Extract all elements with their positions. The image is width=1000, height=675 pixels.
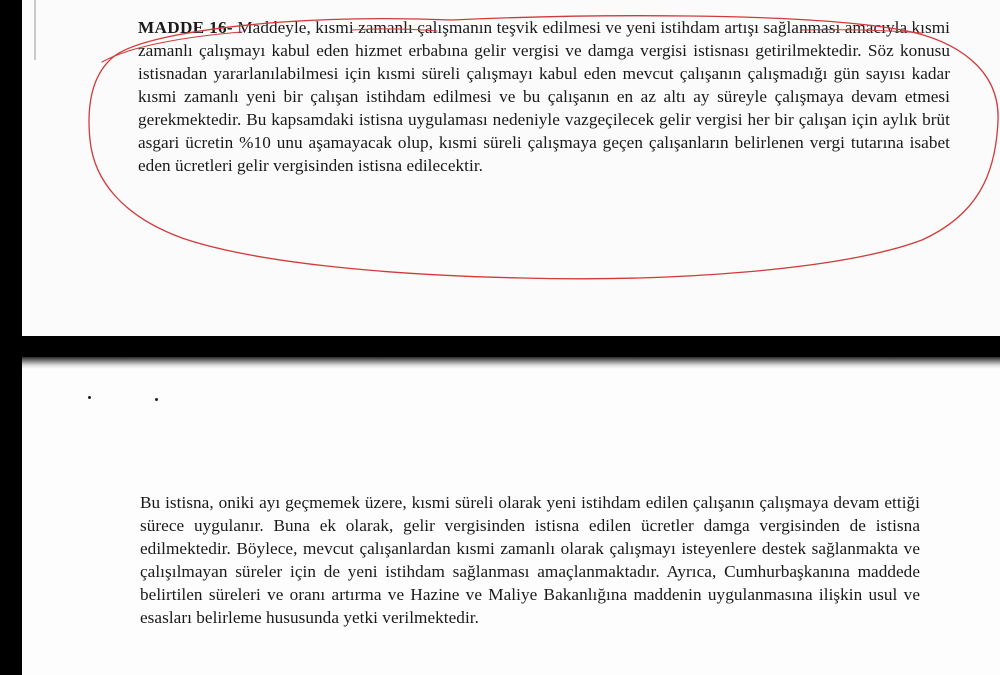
article-heading: MADDE 16- bbox=[138, 18, 233, 37]
scan-speck bbox=[155, 398, 158, 401]
page-fold-shadow bbox=[22, 357, 1000, 369]
continuation-text bbox=[140, 491, 920, 629]
article-paragraph bbox=[138, 16, 950, 177]
document-page-top bbox=[22, 0, 1000, 336]
article-16-text bbox=[138, 16, 950, 177]
document-page-bottom bbox=[22, 357, 1000, 675]
page-edge-mark bbox=[34, 0, 36, 60]
article-body: Maddeyle, kısmi zamanlı çalışmanın teşvik edilmesi ve yeni istihdam artışı sağlanması amacıyla kısmi zamanlı çalışmayı kabul eden hizmet erbabına gelir vergisi ve damga vergisi istisnası getirilmektedir. Söz konusu istisnadan yararlanılabilmesi için kısmi süreli çalışmayı kabul eden mevcut çalışanın çalışmadığı gün sayısı kadar kısmi zamanlı yeni bir çalışan istihdam edilmesi ve bu çalışanın en az altı ay süreyle çalışmaya devam etmesi gerekmektedir. Bu kapsamdaki istisna uygulaması nedeniyle vazgeçilecek gelir vergisi her bir çalışan için aylık brüt asgari ücretin %10 unu aşamayacak olup, kısmi süreli çalışmaya geçen çalışanların belirlenen vergi tutarına isabet eden ücretleri gelir vergisinden istisna edilecektir. bbox=[138, 18, 950, 175]
scan-speck bbox=[88, 396, 91, 399]
continuation-paragraph: Bu istisna, oniki ayı geçmemek üzere, kısmi süreli olarak yeni istihdam edilen çalışanın çalışmaya devam ettiği sürece uygulanır. Buna ek olarak, gelir vergisinden istisna edilen ücretler damga vergisinden de istisna edilmektedir. Böylece, mevcut çalışanlardan kısmi zamanlı olarak çalışmayı isteyenlere destek sağlanmakta ve çalışılmayan süreler için de yeni istihdam sağlanması amaçlanmaktadır. Ayrıca, Cumhurbaşkanına maddede belirtilen süreleri ve oranı artırma ve Hazine ve Maliye Bakanlığına maddenin uygulanmasına ilişkin usul ve esasları belirleme hususunda yetki verilmektedir. bbox=[140, 493, 920, 627]
